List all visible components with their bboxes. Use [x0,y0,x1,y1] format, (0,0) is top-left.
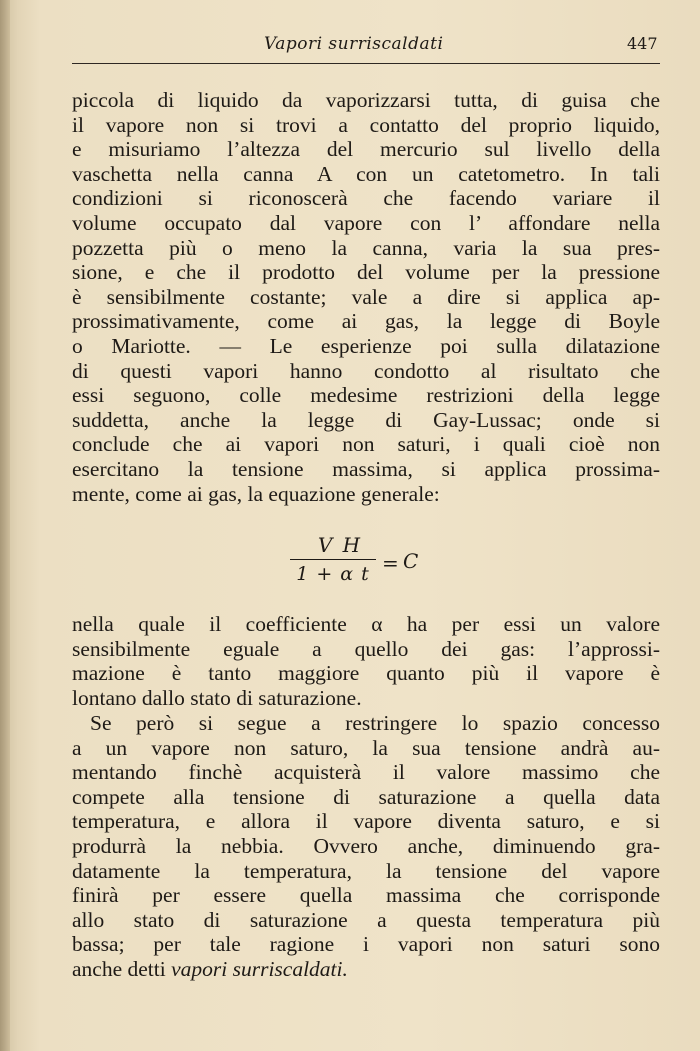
text-line: è sensibilmente costante; vale a dire si applica ap- [72,284,660,309]
formula-equals-sign: = [382,551,399,575]
running-title: Vapori surriscaldati [264,34,444,54]
text-line: a un vapore non saturo, la sua tensione andrà au- [72,735,660,760]
text-line: finirà per essere quella massima che corrisponde [72,883,660,908]
text-line: nella quale il coefficiente α ha per essi un valore [72,612,660,636]
running-header [0,34,700,56]
text-line-final [72,957,660,982]
page-number: 447 [627,34,658,53]
paragraph-3 [72,711,660,982]
text-line: produrrà la nebbia. Ovvero anche, diminuendo gra- [72,833,660,858]
text-line: sensibilmente eguale a quello dei gas: l’approssi- [72,636,660,661]
text-line: allo stato di saturazione a questa temperatura più [72,907,660,932]
header-rule [72,63,660,64]
text-line: suddetta, anche la legge di Gay-Lussac; onde si [72,407,660,432]
text-line: esercitano la tensione massima, si applica prossima- [72,456,660,481]
text-line: pozzetta più o meno la canna, varia la sua pres- [72,235,660,260]
text-line: conclude che ai vapori non saturi, i quali cioè non [72,432,660,457]
text-line: volume occupato dal vapore con l’ affondare nella [72,210,660,235]
text-line: bassa; per tale ragione i vapori non saturi sono [72,932,660,957]
text-line: mentando finchè acquisterà il valore massimo che [72,760,660,785]
text-line: di questi vapori hanno condotto al risultato che [72,358,660,383]
formula-constant: C [403,549,419,573]
page-binding-edge [0,0,10,1051]
text-line: temperatura, e allora il vapore diventa saturo, e si [72,809,660,834]
text-line: o Mariotte. — Le esperienze poi sulla dilatazione [72,333,660,358]
text-line: essi seguono, colle medesime restrizioni della legge [72,383,660,408]
text-line: sione, e che il prodotto del volume per la pressione [72,260,660,285]
text-line: compete alla tensione di saturazione a quella data [72,784,660,809]
paragraph-1 [72,88,660,506]
final-line-emphasis: vapori surriscaldati. [171,956,348,981]
formula-denominator: 1 + α t [296,563,370,585]
fraction-bar [290,559,376,560]
text-line: mazione è tanto maggiore quanto più il vapore è [72,661,660,686]
text-line: prossimativamente, come ai gas, la legge di Boyle [72,309,660,334]
text-line: vaschetta nella canna A con un catetometro. In tali [72,161,660,186]
paragraph-2 [72,612,660,710]
formula-fraction [290,533,376,585]
text-line: lontano dallo stato di saturazione. [72,685,362,710]
text-line: mente, come ai gas, la equazione generale: [72,481,440,506]
formula-numerator: V H [317,533,363,557]
text-line: il vapore non si trovi a contatto del proprio liquido, [72,112,660,137]
text-line: piccola di liquido da vaporizzarsi tutta, di guisa che [72,88,660,112]
final-line-prefix: anche detti [72,956,172,981]
text-line: Se però si segue a restringere lo spazio concesso [90,711,660,735]
gas-equation-formula [290,533,450,593]
text-line: e misuriamo l’altezza del mercurio sul livello della [72,137,660,162]
text-line: datamente la temperatura, la tensione del vapore [72,858,660,883]
text-line: condizioni si riconoscerà che facendo variare il [72,186,660,211]
